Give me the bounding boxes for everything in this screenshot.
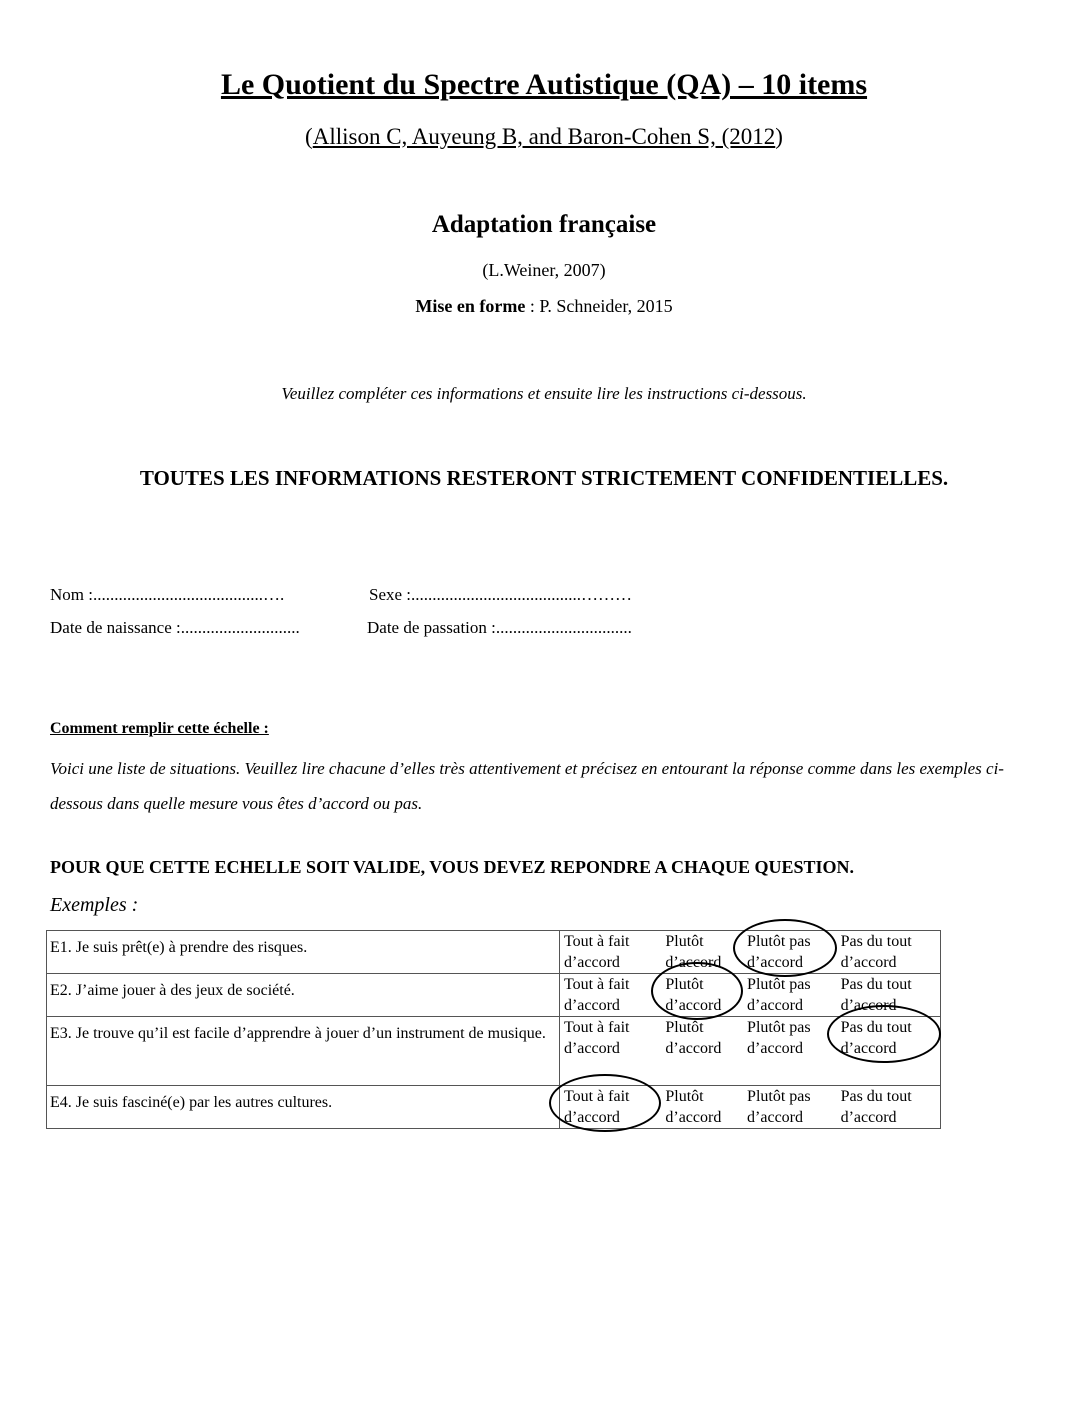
answer-option[interactable]	[559, 1017, 661, 1086]
option-line-1: Plutôt pas	[747, 1088, 811, 1105]
option-line-1: Plutôt pas	[747, 976, 811, 993]
sex-field[interactable]: Sexe :........................................………	[369, 585, 633, 604]
answer-option[interactable]	[661, 1017, 743, 1086]
option-line-1: Pas du tout	[840, 1019, 912, 1036]
option-line-2: d’accord	[563, 954, 620, 971]
adaptation-heading: Adaptation française	[431, 211, 657, 238]
authors-text: Allison C, Auyeung B, and Baron-Cohen S, (2012	[312, 124, 776, 149]
option-line-2: d’accord	[840, 1040, 897, 1057]
answer-option[interactable]	[559, 1086, 661, 1129]
birthdate-field[interactable]: Date de naissance :............................	[50, 618, 300, 637]
option-line-2: d’accord	[840, 997, 897, 1014]
answer-option[interactable]	[743, 1086, 837, 1129]
intro-text: Veuillez compléter ces informations et ensuite lire les instructions ci-dessous.	[281, 384, 807, 403]
option-line-2: d’accord	[665, 954, 722, 971]
example-question: E3. Je trouve qu’il est facile d’apprendre à jouer d’un instrument de musique.	[47, 1017, 560, 1086]
option-line-1: Plutôt pas	[747, 933, 811, 950]
option-line-2: d’accord	[747, 1040, 804, 1057]
option-line-1: Pas du tout	[840, 1088, 912, 1105]
option-line-1: Tout à fait	[563, 976, 630, 993]
answer-option[interactable]	[559, 931, 661, 974]
answer-option[interactable]	[661, 931, 743, 974]
option-line-2: d’accord	[840, 1109, 897, 1126]
example-row	[47, 1086, 941, 1129]
option-line-2: d’accord	[665, 997, 722, 1014]
title-text: Le Quotient du Spectre Autistique (QA) – 10 items	[220, 68, 868, 101]
authors-citation	[0, 124, 1088, 150]
instructions-text: Voici une liste de situations. Veuillez lire chacune d’elles très attentivement et précisez en entourant la réponse comme dans les exemples ci-dessous dans quelle mesure vous êtes d’accord ou pas.	[50, 759, 1004, 813]
answer-option[interactable]	[837, 931, 941, 974]
example-row	[47, 1017, 941, 1086]
option-line-2: d’accord	[563, 1109, 620, 1126]
option-line-2: d’accord	[840, 954, 897, 971]
name-field[interactable]: Nom :........................................….	[50, 585, 285, 604]
option-line-2: d’accord	[747, 1109, 804, 1126]
test-date-field[interactable]: Date de passation :................................	[367, 618, 632, 637]
validity-notice: POUR QUE CETTE ECHELLE SOIT VALIDE, VOUS DEVEZ REPONDRE A CHAQUE QUESTION.	[50, 857, 855, 877]
confidential-notice: TOUTES LES INFORMATIONS RESTERONT STRICTEMENT CONFIDENTIELLES.	[139, 466, 949, 490]
examples-table	[46, 930, 941, 1129]
option-line-2: d’accord	[665, 1040, 722, 1057]
option-line-1: Plutôt	[665, 1088, 704, 1105]
option-line-1: Pas du tout	[840, 976, 912, 993]
answer-option[interactable]	[837, 974, 941, 1017]
document-title	[0, 68, 1088, 102]
formatting-credit	[0, 296, 1088, 317]
answer-option[interactable]	[661, 1086, 743, 1129]
example-question: E1. Je suis prêt(e) à prendre des risques.	[47, 931, 560, 974]
option-line-1: Plutôt pas	[747, 1019, 811, 1036]
option-line-1: Tout à fait	[563, 933, 630, 950]
paren-open: (	[305, 124, 313, 149]
option-line-2: d’accord	[747, 954, 804, 971]
option-line-1: Plutôt	[665, 1019, 704, 1036]
answer-option[interactable]	[743, 931, 837, 974]
option-line-2: d’accord	[563, 1040, 620, 1057]
option-line-1: Tout à fait	[563, 1019, 630, 1036]
answer-option[interactable]	[559, 974, 661, 1017]
option-line-1: Tout à fait	[563, 1088, 630, 1105]
option-line-1: Plutôt	[665, 933, 704, 950]
mise-label: Mise en forme	[415, 296, 526, 316]
adaptation-author: (L.Weiner, 2007)	[482, 260, 606, 280]
instructions-heading: Comment remplir cette échelle :	[50, 720, 269, 737]
example-question: E4. Je suis fasciné(e) par les autres cultures.	[47, 1086, 560, 1129]
option-line-2: d’accord	[665, 1109, 722, 1126]
example-row	[47, 931, 941, 974]
answer-option[interactable]	[743, 1017, 837, 1086]
paren-close: )	[775, 124, 783, 149]
option-line-2: d’accord	[747, 997, 804, 1014]
option-line-2: d’accord	[563, 997, 620, 1014]
answer-option[interactable]	[837, 1017, 941, 1086]
option-line-1: Pas du tout	[840, 933, 912, 950]
answer-option[interactable]	[743, 974, 837, 1017]
answer-option[interactable]	[661, 974, 743, 1017]
example-question: E2. J’aime jouer à des jeux de société.	[47, 974, 560, 1017]
examples-label: Exemples :	[50, 894, 139, 916]
answer-option[interactable]	[837, 1086, 941, 1129]
option-line-1: Plutôt	[665, 976, 704, 993]
example-row	[47, 974, 941, 1017]
mise-value: : P. Schneider, 2015	[525, 296, 673, 316]
